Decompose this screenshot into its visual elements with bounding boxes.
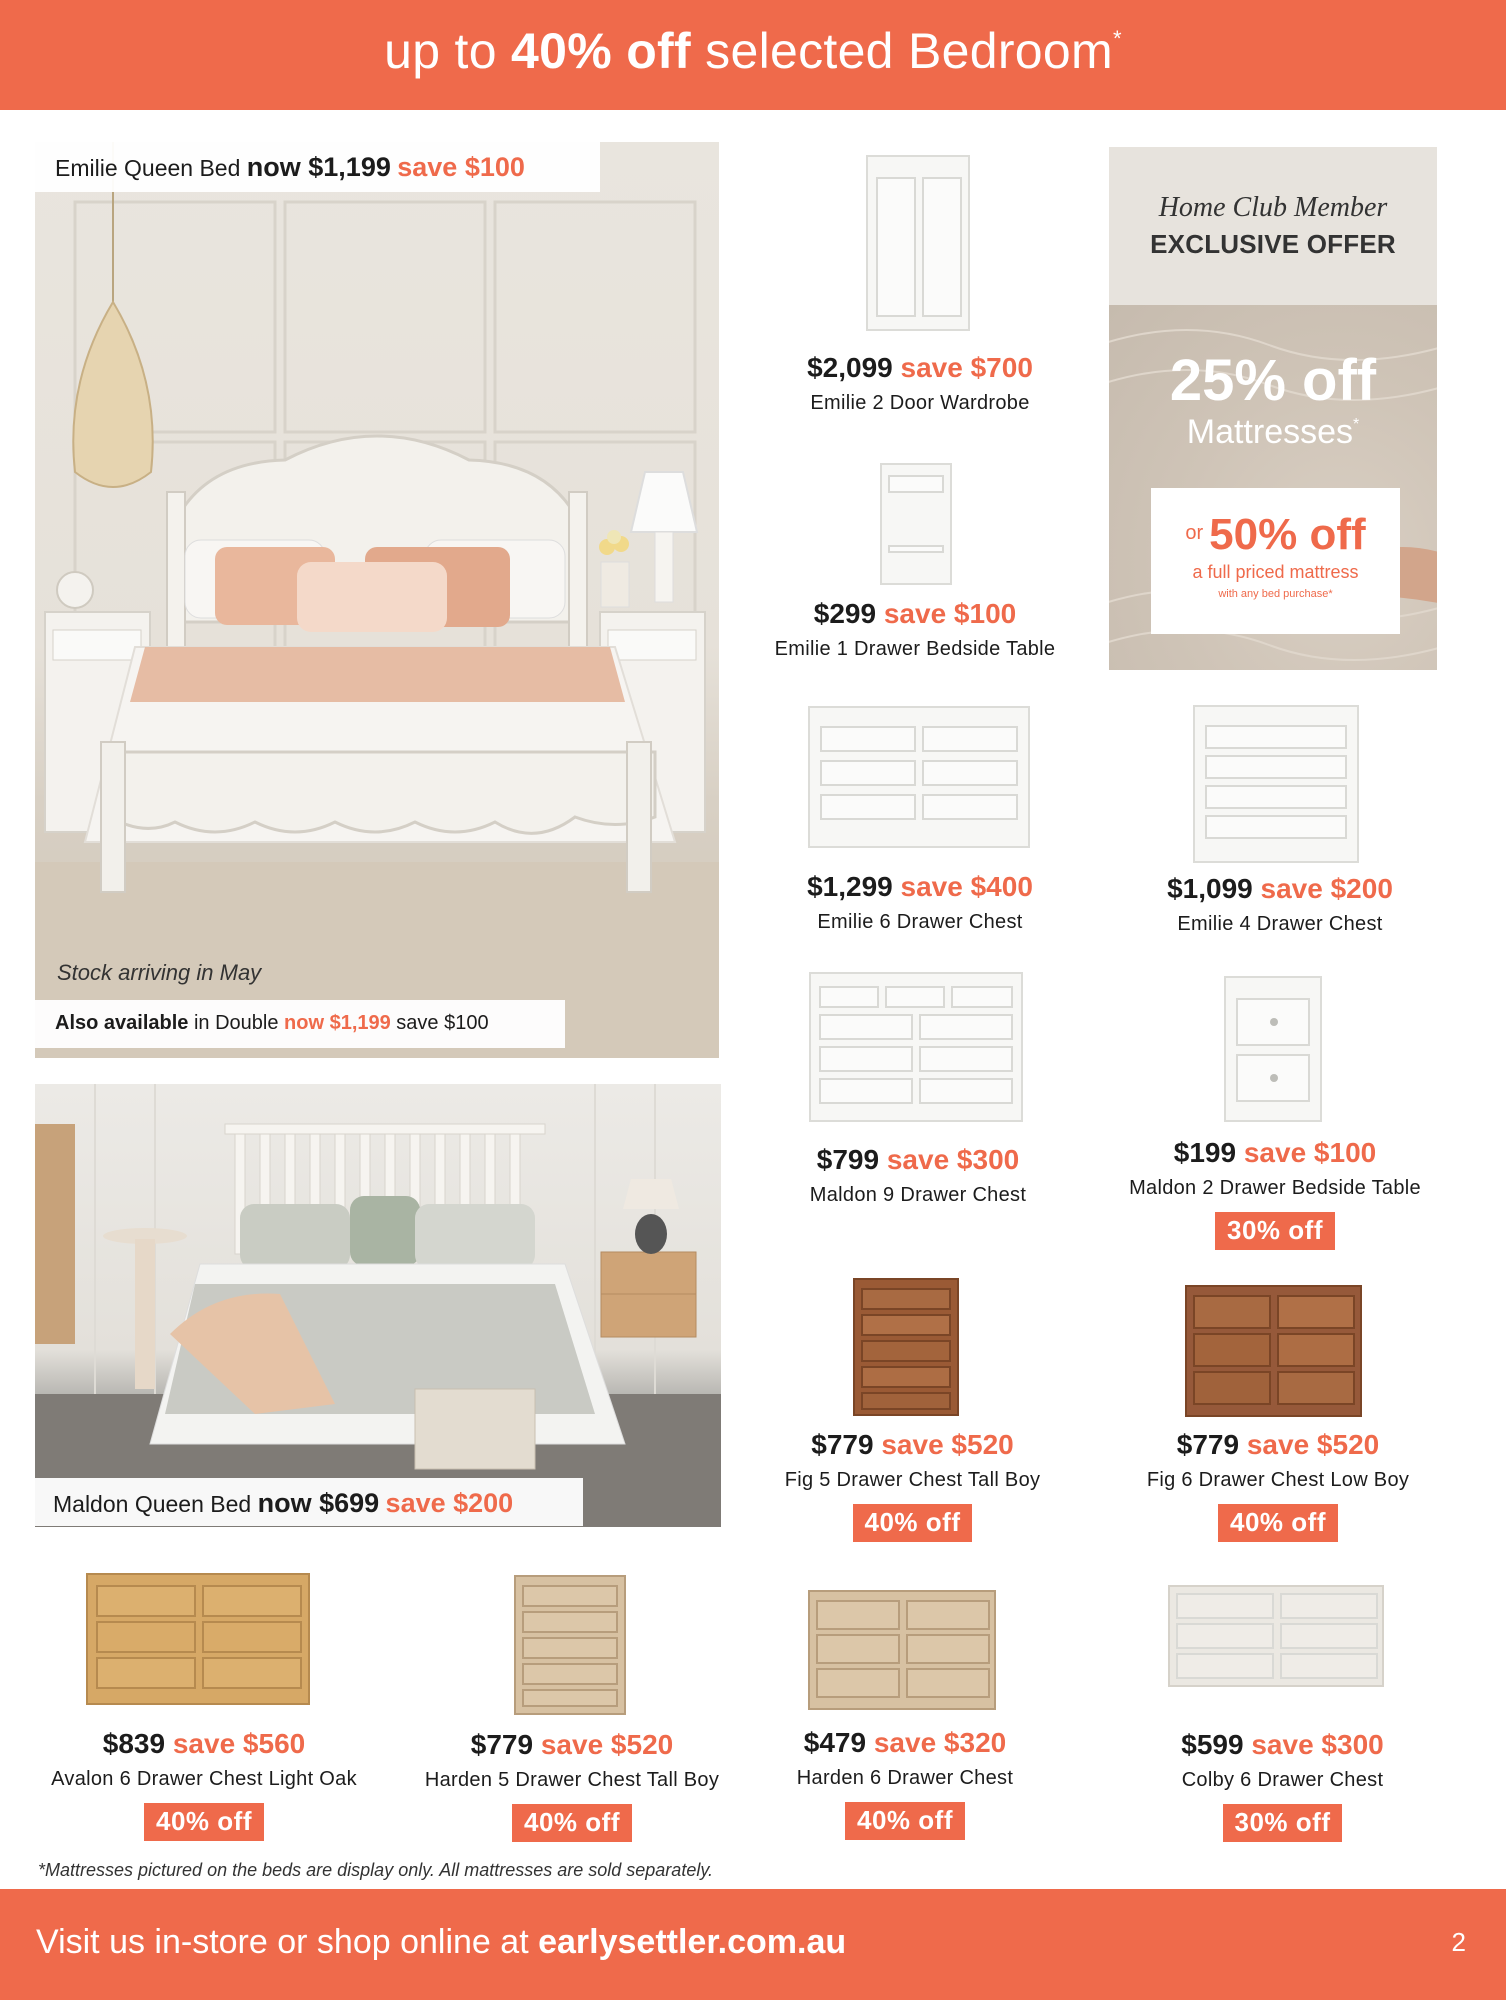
emilie-6-drawer-chest-image[interactable] [808, 706, 1030, 848]
home-club-offer-panel[interactable] [1109, 147, 1437, 670]
also-available-label: Also available in Double now $1,199 save $100 [35, 1000, 565, 1048]
harden-6-drawer-chest-image[interactable] [808, 1590, 996, 1710]
emilie-wardrobe-image[interactable] [866, 155, 970, 331]
emilie-bed-photo[interactable] [35, 142, 719, 1058]
maldon-bedside-table-image[interactable] [1224, 976, 1322, 1122]
product-harden-tall-boy[interactable]: $779 save $520 Harden 5 Drawer Chest Tall Boy 40% off [390, 1729, 754, 1842]
stock-note: Stock arriving in May [57, 960, 262, 985]
discount-badge: 40% off [845, 1802, 965, 1840]
discount-badge: 40% off [512, 1804, 632, 1842]
maldon-bed-photo[interactable] [35, 1084, 721, 1527]
discount-badge: 40% off [853, 1504, 973, 1542]
product-fig-tall-boy[interactable]: $779 save $520 Fig 5 Drawer Chest Tall Boy 40% off [730, 1429, 1095, 1542]
maldon-9-drawer-chest-image[interactable] [809, 972, 1023, 1122]
avalon-chest-image[interactable] [86, 1573, 310, 1705]
bedroom-scene-illustration [35, 142, 719, 1058]
fig-low-boy-image[interactable] [1185, 1285, 1362, 1417]
mattress-offer-image: 25% off Mattresses* $^{or}$ 50% off a full priced mattress with any bed purchase* [1109, 305, 1437, 670]
product-maldon-bedside[interactable]: $199 save $100 Maldon 2 Drawer Bedside Table 30% off [1100, 1137, 1450, 1250]
footer-banner [0, 1889, 1506, 2000]
product-fig-low-boy[interactable]: $779 save $520 Fig 6 Drawer Chest Low Boy 40% off [1100, 1429, 1456, 1542]
page-title: up to 40% off selected Bedroom* [384, 23, 1122, 79]
product-colby-chest[interactable]: $599 save $300 Colby 6 Drawer Chest 30% off [1110, 1729, 1455, 1842]
maldon-scene-illustration [35, 1084, 721, 1527]
product-emilie-6-drawer[interactable]: $1,299 save $400 Emilie 6 Drawer Chest [807, 871, 1033, 933]
discount-badge: 30% off [1215, 1212, 1335, 1250]
emilie-bedside-table-image[interactable] [880, 463, 952, 585]
offer-heading: Home Club Member EXCLUSIVE OFFER [1109, 147, 1437, 305]
header-banner [0, 0, 1506, 110]
colby-chest-image[interactable] [1168, 1585, 1384, 1687]
product-emilie-wardrobe[interactable]: $2,099 save $700 Emilie 2 Door Wardrobe [807, 352, 1033, 414]
emilie-queen-bed-label: Emilie Queen Bed now $1,199 save $100 [35, 142, 600, 192]
fig-tall-boy-image[interactable] [853, 1278, 959, 1416]
product-emilie-4-drawer[interactable]: $1,099 save $200 Emilie 4 Drawer Chest [1167, 873, 1393, 935]
discount-badge: 30% off [1223, 1804, 1343, 1842]
discount-badge: 40% off [1218, 1504, 1338, 1542]
visit-text: Visit us in-store or shop online at earlysettler.com.au [36, 1923, 847, 1961]
product-avalon-chest[interactable]: $839 save $560 Avalon 6 Drawer Chest Light Oak 40% off [22, 1728, 386, 1841]
website-link[interactable]: earlysettler.com.au [538, 1923, 847, 1961]
emilie-4-drawer-chest-image[interactable] [1193, 705, 1359, 863]
product-emilie-bedside[interactable]: $299 save $100 Emilie 1 Drawer Bedside Table [774, 598, 1056, 660]
product-maldon-9-drawer[interactable]: $799 save $300 Maldon 9 Drawer Chest [809, 1144, 1027, 1206]
disclaimer-text: *Mattresses pictured on the beds are display only. All mattresses are sold separately. [38, 1860, 713, 1880]
discount-badge: 40% off [144, 1803, 264, 1841]
product-harden-6-drawer[interactable]: $479 save $320 Harden 6 Drawer Chest 40% off [740, 1727, 1070, 1840]
maldon-queen-bed-label: Maldon Queen Bed now $699 save $200 [35, 1478, 583, 1526]
harden-tall-boy-image[interactable] [514, 1575, 626, 1715]
mattress-50-offer-box: $^{or}$ 50% off a full priced mattress with any bed purchase* [1151, 488, 1400, 634]
page-number: 2 [1451, 1927, 1466, 1957]
